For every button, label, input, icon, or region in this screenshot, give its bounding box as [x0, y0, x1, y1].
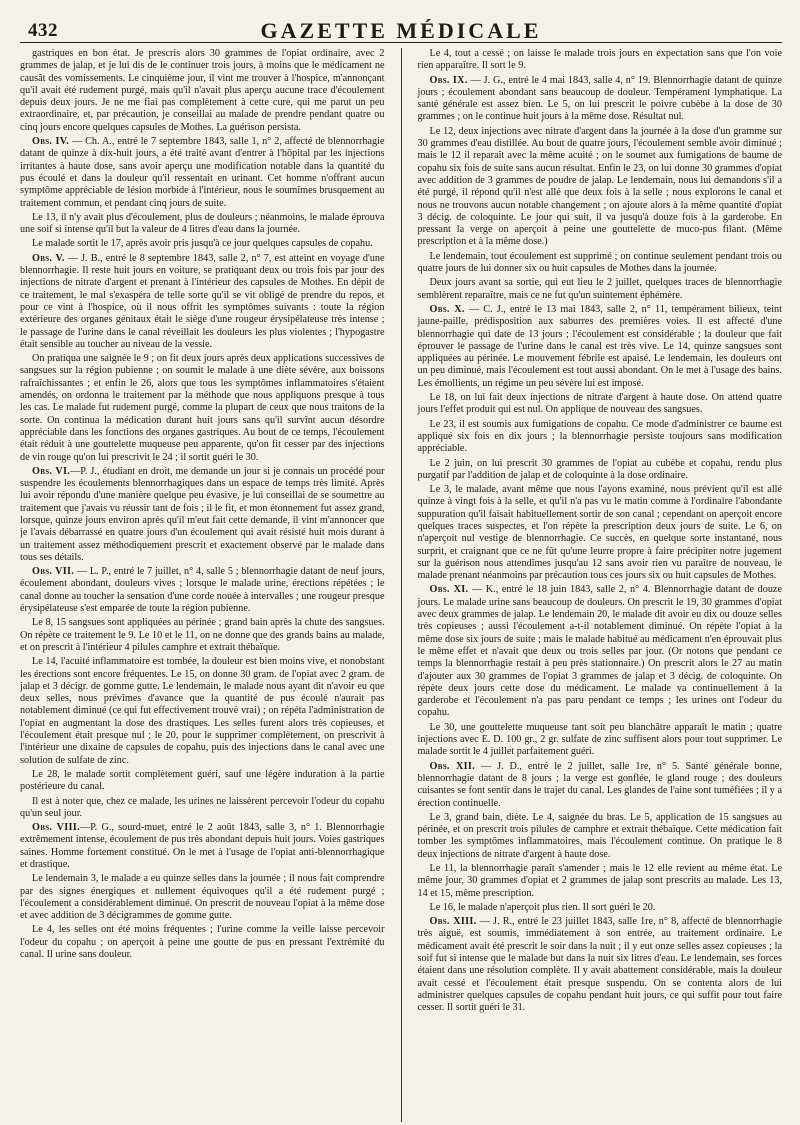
- paragraph: [20, 353, 385, 464]
- paragraph: [20, 873, 385, 922]
- paragraph: [20, 566, 385, 615]
- observation-heading: Obs. VII.: [32, 566, 75, 578]
- paragraph-text: Le 4, les selles ont été moins fréquentes ; l'urine comme la veille laisse percevoir l'odeur du copahu ; on aperçoit à peine une goutte de pus en pressant l'extrémité du canal. Il urine sans douleur.: [20, 924, 385, 961]
- observation-heading: Obs. X.: [429, 303, 465, 315]
- paragraph-text: — J. B., entré le 8 septembre 1843, salle 2, n° 7, est atteint en voyage d'une blennorrhagie. Il reste huit jours en voiture, se pratiquant deux ou trois fois par jour des injections de nitrate d'argent et prenant à l'intérieur des capsules de Mothes. En dépit de ce traitement, le mal s'exaspéra de telle sorte qu'il se vit obligé de prendre du repos, et pour ce vint à l'hospice, où il nous offrit les symptômes suivants : toute la région extérieure des organes génitaux était le siège d'une rougeur érysipélateuse très intense ; le passage de l'urine dans le canal réveillait les douleurs les plus violentes ; l'hypogastre était sensible au toucher au niveau de la vessie.: [20, 252, 385, 350]
- paragraph-text: Le lendemain 3, le malade a eu quinze selles dans la journée ; il nous fait comprendre par des signes énergiques et nullement équivoques qu'il a été rudement purgé ; l'écoulement a considérablement diminué. On prescrit de nouveau l'opiat à la même dose et avec addition de 3 décigrammes de gomme gutte.: [20, 873, 385, 922]
- paragraph: [20, 822, 385, 871]
- paragraph-text: Le lendemain, tout écoulement est supprimé ; on continue seulement pendant trois ou quatre jours de lui donner six ou huit capsules de Mothes dans la journée.: [417, 250, 782, 275]
- paragraph-text: Le 3, grand bain, diète. Le 4, saignée du bras. Le 5, application de 15 sangsues au périnée, et on prescrit trois pilules de camphre et extrait thébaïque. Cette médication fait tomber les symptômes inflammatoires, mais l'écoulement continue. On pratique le 8 deux injections de nitrate d'argent à haute dose.: [417, 811, 782, 860]
- paragraph: [418, 902, 783, 914]
- journal-title: GAZETTE MÉDICALE: [260, 18, 542, 43]
- paragraph-text: Le 11, la blennorrhagie paraît s'amender ; mais le 12 elle revient au même état. Le même jour, 30 grammes d'opiat et 2 grammes de jalap sont prescrits au malade. Les 13, 14 et 15, même prescription.: [417, 863, 782, 899]
- paragraph: [418, 304, 783, 390]
- observation-heading: Obs. XIII.: [429, 916, 477, 928]
- paragraph-text: Le 3, le malade, avant même que nous l'ayons examiné, nous prévient qu'il est allé quinze à vingt fois à la selle, et qu'il n'a pas vu le matin comme à l'ordinaire l'abondante suppuration qu'il faisait habituellement sortir de son canal ; cependant on aperçoit encore quelques traces suspectes, et l'on répète la prescription deux jours de suite. Le 6, on n'aperçoit nul vestige de blennorrhagie. Ce succès, en quelque sorte instantané, nous surprit, et craignant que ce ne fût qu'une leurre propre à faire précipiter notre jugement sur la guérison nous attendîmes jusqu'au 12 sans avoir rien vu paraître de nouveau, le malade prenant néanmoins par précaution tous ces jours six ou huit capsules de Mothes.: [417, 484, 782, 582]
- paragraph: [20, 617, 385, 654]
- paragraph: [418, 419, 783, 456]
- left-column: [20, 48, 385, 1122]
- observation-heading: Obs. IX.: [429, 74, 468, 86]
- paragraph-text: Le 14, l'acuité inflammatoire est tombée, la douleur est bien moins vive, et nonobstant les érections sont encore fréquentes. Le 15, on donne 30 gram. de l'opiat avec 2 gram. de jalap et 3 décigr. de gomme gutte. Le lendemain, le malade nous ayant dit n'avoir eu que deux selles, nous prévîmes d'avance que la quantité de pus écoulé n'aurait pas notablement diminué (ce qui fut effectivement trouvé vrai) ; on répéta l'administration de l'opiat en augmentant la dose des drastiques. Les selles furent alors très copieuses, et l'écoulement était presque nul ; le 20, pour le supprimer complètement, on prescrivit à l'intérieur une dixaine de capsules de copahu, puis des injections dans le canal avec une solution de sulfate de zinc.: [20, 656, 385, 766]
- paragraph: [418, 126, 783, 249]
- paragraph-text: On pratiqua une saignée le 9 ; on fit deux jours après deux applications successives de sangsues sur la région pubienne ; on soumit le malade à une diète sévère, aux boissons rafraîchissantes ; et enfin le 26, alors que tous les symptômes inflammatoires s'étaient amendés, on ordonna le traitement par la méthode que nous appliquons presque à tous les cas. Le malade fut rudement purgé, comme la plupart de ceux que nous traitons de la sorte. On continua la médication durant huit jours sans qu'il survînt aucun désordre appréciable dans les fonctions des organes gastriques. Au bout de ce temps, l'écoulement était réduit à une gouttelette muqueuse peu apparente, qu'on fit cesser par des injections de vin rouge qu'on lui prescrivit le 24 ; il sortit guéri le 30.: [20, 353, 385, 463]
- paragraph: [418, 812, 783, 861]
- paragraph-text: Le 12, deux injections avec nitrate d'argent dans la journée à la dose d'un gramme sur 30 grammes d'eau distillée. Au bout de quatre jours, l'écoulement semble avoir diminué ; mais le 12 il reparaît avec la même acuité ; on le soumet aux fumigations de baume de copahu six fois de suite sans aucun résultat. Enfin le 23, on lui donne 30 grammes d'opiat avec addition de 3 grammes de poudre de jalap. Le lendemain, nous lui demandons s'il a été purgé, il répond qu'il n'est allé que deux fois à la selle ; nous explorons le canal et nous ne trouvons aucun notable changement ; on ajoute alors à la même quantité d'opiat 3 décig. de coloquinte. Le jour qui suit, il va jusqu'à douze fois à la garderobe. En pressant la verge on aperçoit à peine une gouttelette de muco-pus filant. (Même prescription et à la même dose.): [417, 125, 782, 248]
- paragraph-text: — J. D., entré le 2 juillet, salle 1re, n° 5. Santé générale bonne, blennorrhagie datant de 8 jours ; la verge est gonflée, le gland rouge ; des douleurs cuisantes se font sentir dans le trajet du canal. Les glandes de l'aine sont tuméfiées ; il y a érection continuelle.: [417, 760, 782, 809]
- observation-heading: Obs. IV.: [32, 136, 69, 148]
- paragraph-text: — Ch. A., entré le 7 septembre 1843, salle 1, n° 2, affecté de blennorrhagie datant de quinze à dix-huit jours, a été traité avant d'entrer à l'hôpital par les injections irritantes à haute dose, sans avoir aperçu une modification notable dans la quantité du pus écoulé et dans la douleur qu'il ressentait en urinant. Cet homme n'offrant aucun symptôme appréciable de lésion morbide à l'intérieur, nous le soumîmes brusquement au traitement commun, et pendant cinq jours de suite.: [20, 136, 385, 209]
- paragraph: [418, 916, 783, 1014]
- paragraph-text: Le 18, on lui fait deux injections de nitrate d'argent à haute dose. On attend quatre jours l'effet produit qui est nul. On applique de nouveau des sangsues.: [417, 392, 782, 416]
- paragraph-text: — L. P., entré le 7 juillet, n° 4, salle 5 ; blennorrhagie datant de neuf jours, écoulement abondant, douleurs vives ; lorsque le malade urine, érections répétées ; le canal donne au toucher la sensation d'une corde nouée à intervalles ; une rougeur presque érysipélateuse s'est emparée de toute la région pubienne.: [20, 566, 385, 615]
- paragraph-text: —P. G., sourd-muet, entré le 2 août 1843, salle 3, n° 1. Blennorrhagie extrêmement intense, écoulement de pus très abondant depuis huit jours. Voies gastriques saines. Homme fortement constitué. On le met à l'usage de l'opiat anti-blennorrhagique et drastique.: [20, 822, 385, 870]
- paragraph: [418, 863, 783, 900]
- text-columns: [20, 48, 782, 1122]
- paragraph: [20, 466, 385, 564]
- paragraph-text: Le malade sortit le 17, après avoir pris jusqu'à ce jour quelques capsules de copahu.: [32, 238, 373, 250]
- right-column: [418, 48, 783, 1122]
- observation-heading: Obs. V.: [32, 252, 65, 264]
- paragraph: [20, 656, 385, 767]
- paragraph: [418, 48, 783, 73]
- paragraph: [418, 584, 783, 719]
- paragraph: [418, 458, 783, 483]
- paragraph-text: Le 4, tout a cessé ; on laisse le malade trois jours en expectation sans que l'on voie rien apparaître. Il sort le 9.: [417, 48, 782, 72]
- paragraph-text: Deux jours avant sa sortie, qui eut lieu le 2 juillet, quelques traces de blennorrhagie semblèrent reparaître, mais ce ne fut qu'un suintement éphémère.: [417, 277, 782, 301]
- paragraph: [418, 722, 783, 759]
- paragraph: [20, 212, 385, 237]
- paragraph: [418, 75, 783, 124]
- observation-heading: Obs. XI.: [429, 584, 469, 596]
- paragraph-text: — C. J., entré le 13 mai 1843, salle 2, n° 11, tempérament bilieux, teint jaune-paille, prédisposition aux saburres des premières voies. Il est affecté d'une blennorrhagie qui date de 13 jours ; l'écoulement est considérable ; la douleur que fait éprouver le passage de l'urine dans le canal est très vive. Le 14, quinze sangsues sont appliquées au périnée. Le mouvement fébrile est apaisé. Le lendemain, les douleurs ont un peu diminué, mais l'écoulement est tout aussi abondant. On le met à l'usage des bains. Les émollients, un régime un peu sévère lui est imposé.: [417, 303, 782, 389]
- paragraph-text: Le 23, il est soumis aux fumigations de copahu. Ce mode d'administrer ce baume est appliqué six fois en dix jours ; la blennorrhagie persiste toujours sans modification appréciable.: [417, 418, 782, 455]
- observation-heading: Obs. XII.: [429, 760, 476, 772]
- paragraph: [20, 48, 385, 134]
- paragraph: [418, 484, 783, 582]
- paragraph-text: Le 16, le malade n'aperçoit plus rien. Il sort guéri le 20.: [429, 901, 656, 913]
- paragraph-text: Le 30, une gouttelette muqueuse tant soit peu blanchâtre apparaît le matin ; quatre injections avec E. D. 100 gr., 2 gr. sulfate de zinc suffisent alors pour tout supprimer. Le malade sortit le 4 juillet parfaitement guéri.: [417, 721, 782, 758]
- paragraph-text: Le 28, le malade sortit complètement guéri, sauf une légère induration à la partie postérieure du canal.: [20, 768, 385, 793]
- paragraph: [20, 769, 385, 794]
- observation-heading: Obs. VI.: [32, 465, 71, 477]
- paragraph: [20, 253, 385, 351]
- paragraph: [20, 796, 385, 821]
- paragraph-text: Le 13, il n'y avait plus d'écoulement, plus de douleurs ; néanmoins, le malade éprouva une soif si intense qu'il but la valeur de 4 litres d'eau dans la journée.: [20, 211, 385, 236]
- paragraph: [418, 392, 783, 417]
- paragraph: [418, 761, 783, 810]
- page-number: 432: [28, 20, 58, 41]
- paragraph: [20, 924, 385, 961]
- paragraph: [418, 251, 783, 276]
- paragraph: [20, 238, 385, 250]
- paragraph-text: — K., entré le 18 juin 1843, salle 2, n° 4. Blennorrhagie datant de douze jours. Le malade urine sans beaucoup de douleurs. On prescrit le 19, 30 grammes d'opiat avec deux grammes de jalap. Le lendemain 20, le malade dit avoir eu dix ou douze selles très copieuses ; aussi l'écoulement a-t-il notablement diminué. On répète l'opiat à la même dose six jours de suite ; mais le malade habitué au médicament n'en éprouvait plus le même effet et n'avait que deux ou trois selles par jour. (Or notons que pendant ce temps la blennorrhagie restait à peu près stationnaire.) On prescrit alors le 27 au matin d'ajouter aux 30 grammes de l'opiat 3 grammes de jalap et 3 décig. de coloquinte. On répète deux jours cette dose du médicament. Le malade va continuellement à la garderobe et l'écoulement n'a pas paru pendant ce temps ; les urines ont l'odeur du copahu.: [417, 584, 782, 719]
- paragraph-text: Le 8, 15 sangsues sont appliquées au périnée ; grand bain après la chute des sangsues. On répète ce traitement le 9. Le 10 et le 11, on ne donne que des grands bains au malade, et on prescrit à l'intérieur 4 pilules camphre et extrait thébaïque.: [20, 617, 385, 653]
- paragraph-text: Il est à noter que, chez ce malade, les urines ne laissèrent percevoir l'odeur du copahu qu'un seul jour.: [20, 795, 385, 819]
- paragraph-text: Le 2 juin, on lui prescrit 30 grammes de l'opiat au cubèbe et copahu, rendu plus purgatif par l'addition de jalap et de coloquinte à la dose ordinaire.: [417, 457, 782, 481]
- paragraph-text: —P. J., étudiant en droit, me demande un jour si je connais un procédé pour suspendre les écoulements blennorrhagiques dans un espace de temps très limité. Après lui avoir répondu d'une manière quelque peu évasive, je lui conseillai de se soumettre au traitement que j'avais vu réussir tant de fois ; il le fit, et mon étonnement fut assez grand, lorsque, quinze jours environ après qu'il m'eut fait cette demande, il vint m'annoncer que je l'avais débarrassé en quatre jours d'un écoulement qui avait résisté huit mois durant à un traitement assez méthodiquement prescrit et exactement observé par le malade dans tous ses détails.: [20, 465, 385, 563]
- observation-heading: Obs. VIII.: [32, 822, 80, 834]
- paragraph-text: — J. G., entré le 4 mai 1843, salle 4, n° 19. Blennorrhagie datant de quinze jours ; écoulement abondant sans beaucoup de douleur. Tempérament lymphatique. La santé générale est assez bien. Le 5, on lui prescrit le poivre cubèbe à la dose de 30 grammes ; on le continue huit jours à la même dose. Résultat nul.: [417, 74, 782, 123]
- paragraph-text: gastriques en bon état. Je prescris alors 30 grammes de l'opiat ordinaire, avec 2 grammes de jalap, et je lui dis de le continuer trois jours, à moins que le médicament ne causât des vomissements. Le cinquième jour, il vint me trouver à l'hospice, m'annonçant qu'il avait été rudement purgé, mais qu'il n'avait plus aperçu aucune trace d'écoulement depuis deux jours. Je ne me fiai pas complètement à cette cure, qui me parut un peu extraordinaire, et, par précaution, je conseillai au malade de prendre pendant quatre ou cinq jours encore quelques capsules de Mothes. La guérison persista.: [20, 48, 385, 133]
- page-header: [20, 14, 782, 43]
- column-divider: [401, 48, 402, 1122]
- paragraph: [418, 277, 783, 302]
- paragraph: [20, 136, 385, 210]
- paragraph-text: — J. R., entré le 23 juillet 1843, salle 1re, n° 8, affecté de blennorrhagie très aiguë, est soumis, immédiatement à son entrée, au traitement ordinaire. Le médicament avait été prescrit le soir dans la nuit ; il y eut onze selles assez copieuses ; la soif fut si intense que le malade but dans la nuit six litres d'eau. Le lendemain, ses forces étaient dans une résolution complète. Il y avait abattement considérable, mais la douleur avait cessé et l'écoulement était presque suspendu. On se contenta alors de lui administrer quelques capsules de copahu pendant huit jours, ce qui suffit pour tout faire cesser. Il sortit guéri le 31.: [417, 916, 782, 1014]
